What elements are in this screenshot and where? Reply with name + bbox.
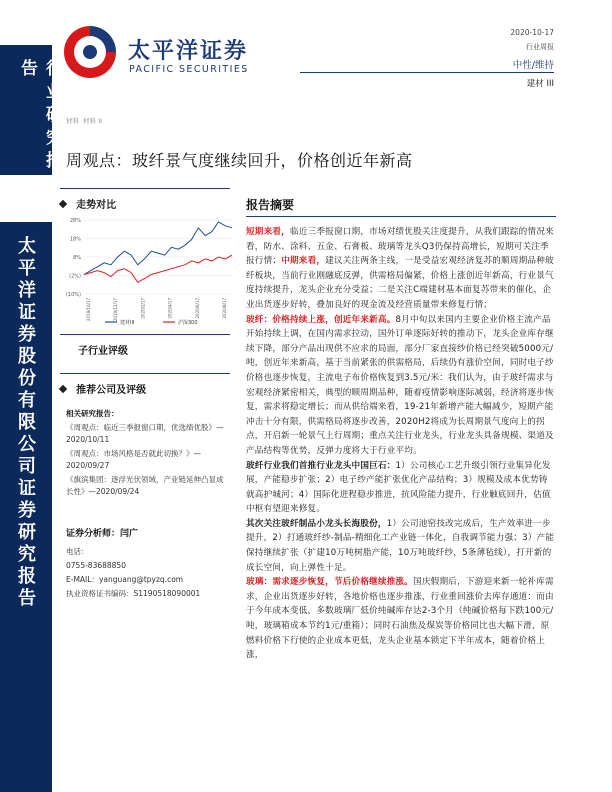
y-tick-label: (10%) bbox=[65, 292, 81, 298]
left-band-top-label: 行业研究报告 bbox=[17, 59, 62, 174]
email-label: E-MAIL： bbox=[66, 575, 99, 584]
license-label: 执业资格证书编码： bbox=[66, 589, 134, 598]
left-band-bottom bbox=[0, 222, 52, 792]
legend-label: 建材III bbox=[120, 320, 135, 326]
x-tick-label: 2020/4/17 bbox=[167, 298, 173, 319]
recommend-header bbox=[60, 373, 230, 397]
summary-paragraph-1: 短期来看，临近三季报窗口期，市场对绩优股关注度提升，从我们跟踪的情况来看，防水、涂料、五金、石膏板、玻璃等龙头Q3仍保持高增长，短期可关注季报行情；中期来看，建议关注两条主线，一是受益宏观经济复苏的顺周期品种玻纤板块，当前行业刚融底反弹，供需格局偏紧，价格上涨创近年新高，行业景气度持续提升，龙头企业充分受益；二是关注C端建材基本面复苏带来的催化，企业出货逐步好转，叠加良好的现金流及经营质量带来修复行情； bbox=[246, 227, 554, 310]
y-tick-label: 8% bbox=[73, 255, 81, 261]
trend-section-header bbox=[60, 188, 230, 212]
report-date: 2020-10-17 bbox=[510, 28, 554, 37]
keyword-changhai: 其次关注玻纤制品小龙头长海股份， bbox=[246, 518, 387, 529]
keyword-mid-term: 中期来看， bbox=[281, 256, 326, 267]
sub-rating-title: 子行业评级 bbox=[78, 346, 128, 357]
report-type: 行业周报 bbox=[526, 43, 554, 51]
logo-emblem-icon bbox=[60, 22, 120, 82]
license-line bbox=[66, 587, 230, 601]
related-report-item[interactable]: 《周观点：临近三季报窗口期，优选绩优股》—2020/10/11 bbox=[66, 423, 224, 444]
license-value: S1190518090001 bbox=[133, 589, 201, 598]
related-report-item[interactable]: 《旗滨集团：逐浮光伏领域，产业链延伸凸显成长性》—2020/09/24 bbox=[66, 475, 224, 496]
company-logo bbox=[60, 20, 270, 86]
x-tick-label: 2020/2/17 bbox=[140, 298, 146, 319]
phone-value: 0755-83688850 bbox=[66, 561, 126, 570]
summary-paragraph-5: 玻璃：需求逐步恢复，节后价格继续推涨。国庆假期后，下游迎来新一轮补库需求，企业出货逐步好转，各地价格也逐步推涨，行业重回涨价去库存通道：而由于今年成本变低，多数玻璃厂低价纯碱库存达2-3个月（纯碱价格每下跌100元/吨，玻璃箱成本节约1元/重箱）；同时石油焦及煤炭等价格同比也大幅下滑，原燃料价格下行使的企业成本更低，龙头企业基本锁定下半年成本，随着价格上涨， bbox=[246, 577, 554, 661]
sector-label: 建材 III bbox=[526, 79, 554, 89]
related-report-item[interactable]: 《周观点：市场风格是否就此切换？》—2020/09/27 bbox=[66, 449, 201, 470]
x-tick-label: 2020/6/17 bbox=[194, 298, 200, 319]
analyst-block bbox=[66, 527, 230, 601]
rating-label: 中性/维持 bbox=[512, 60, 554, 71]
keyword-short-term: 短期来看， bbox=[246, 227, 290, 237]
x-tick-label: 2020/8/17 bbox=[222, 298, 227, 319]
trend-title: 走势对比 bbox=[76, 200, 117, 211]
phone-line bbox=[66, 545, 230, 559]
related-reports bbox=[66, 408, 230, 498]
diamond-icon bbox=[59, 384, 67, 392]
summary-divider bbox=[246, 216, 556, 217]
y-tick-label: 18% bbox=[69, 236, 81, 243]
email-value[interactable]: yanguang@tpyzq.com bbox=[98, 575, 184, 584]
y-tick-label: 28% bbox=[69, 218, 81, 224]
rating-divider bbox=[300, 72, 554, 73]
trend-chart bbox=[60, 214, 235, 329]
phone-label: 电话： bbox=[66, 547, 89, 556]
sub-rating-header bbox=[60, 334, 230, 358]
email-line bbox=[66, 573, 230, 587]
summary-paragraph-4: 其次关注玻纤制品小龙头长海股份，1）公司池窑技改完成后，生产效率进一步提升，2）打通玻纤纱-制品-精细化工产业链一体化，自我调节能力强；3）产能保持继续扩张（扩建10万吨树脂产能，10万吨玻纤纱，5条薄毡线），打开新的成长空间，向上弹性十足。 bbox=[246, 518, 555, 573]
analyst-line bbox=[66, 527, 230, 541]
summary-paragraph-2: 玻纤：价格持续上涨，创近年来新高。8月中旬以来国内主要企业价格主流产品开始持续上调，在国内需求拉动，国外订单逐际好转的推动下，龙头企业库存继续下降，部分产品出现供不应求的局面，部分厂家直接纱价格已经突破5000元/吨，创近年来新高，基于当前紧张的供需格局，后续仍有涨价空间，同时电子纱价格也逐步恢复，主流电子布价格恢复到3.5元/米：我们认为，由于玻纤需求与宏观经济紧密相关，典型的顺周期品种，随着疫情影响逐际减弱，经济将逐步恢复，需求将稳定增长；而从供给端来看，19-21年新增产能大幅减少，短期产能冲击十分有限，供需格局将逐步改善，2020H2将成为长周期景气度向上的拐点，开启新一轮景气上行周期；重点关注行业龙头，行业龙头具备规模、渠道及产品结构等优势，反弹力度将大于行业平均。 bbox=[246, 314, 554, 456]
legend-label: 沪深300 bbox=[178, 320, 198, 326]
recommend-title: 推荐公司及评级 bbox=[76, 385, 147, 396]
breadcrumb: 材料 材料 II bbox=[66, 117, 103, 125]
left-band-bottom-label: 太平洋证券股份有限公司证券研究报告 bbox=[15, 236, 36, 610]
keyword-glass-fiber: 玻纤：价格持续上涨，创近年来新高。 bbox=[246, 314, 396, 325]
related-title: 相关研究报告： bbox=[66, 409, 119, 418]
left-band-top bbox=[0, 45, 62, 175]
summary-body bbox=[246, 225, 556, 663]
series-line-jiancai bbox=[84, 222, 232, 275]
analyst-label: 证券分析师： bbox=[66, 529, 121, 539]
summary-paragraph-3: 玻纤行业我们首推行业龙头中国巨石：1）公司核心工艺升级引领行业集异化发展，产能稳步扩张；2）电子纱产能扩张优化产品结构；3）规模及成本优势铸就高护城河；4）国际化进程稳步推进，抗风险能力提升，行业触底回升，估值中枢有望迎来修复。 bbox=[246, 460, 551, 515]
keyword-jushi: 玻纤行业我们首推行业龙头中国巨石： bbox=[246, 460, 396, 471]
logo-name-en: PACIFIC SECURITIES bbox=[129, 64, 249, 75]
series-line-hs300 bbox=[84, 255, 232, 282]
analyst-name: 闫广 bbox=[120, 529, 139, 539]
keyword-glass: 玻璃：需求逐步恢复，节后价格继续推涨。 bbox=[246, 577, 414, 588]
diamond-icon bbox=[59, 199, 67, 207]
logo-name-cn: 太平洋证券 bbox=[128, 39, 249, 64]
x-tick-label: 2019/10/17 bbox=[86, 298, 91, 322]
y-tick-label: (2%) bbox=[69, 273, 81, 280]
x-tick-label: 2019/12/17 bbox=[113, 298, 119, 322]
page-title: 周观点：玻纤景气度继续回升，价格创近年新高 bbox=[66, 151, 413, 170]
summary-title: 报告摘要 bbox=[246, 198, 295, 212]
